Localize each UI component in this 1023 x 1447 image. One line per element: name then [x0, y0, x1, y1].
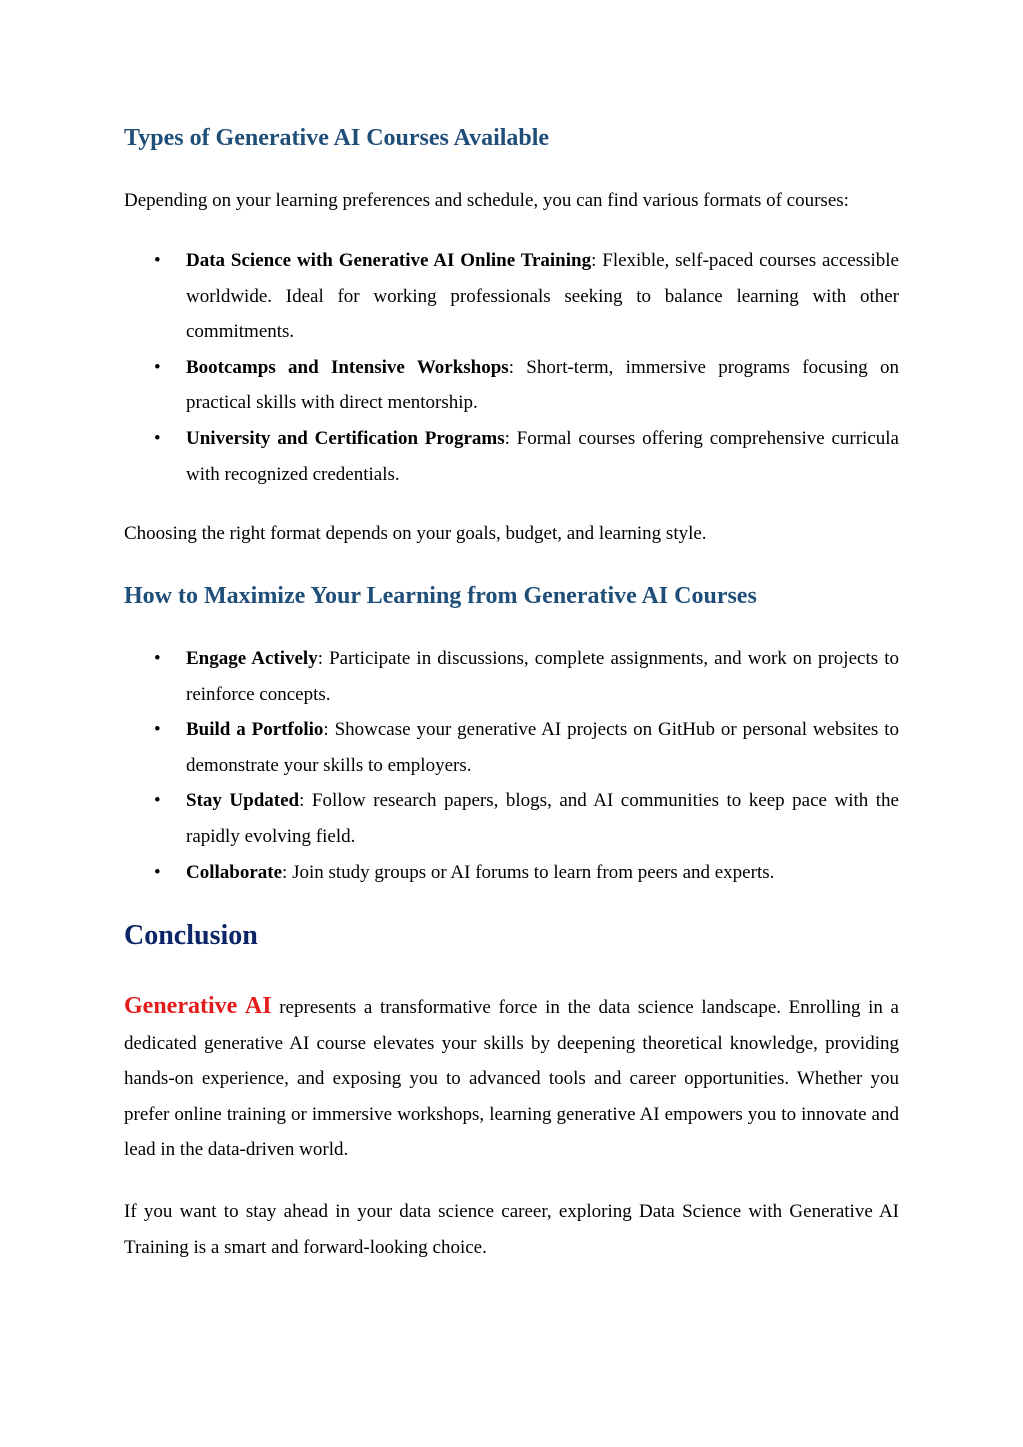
bullet-icon: • — [154, 250, 161, 271]
item-text: : Participate in discussions, complete assignments, and work on projects to reinforce concepts. — [186, 648, 899, 705]
item-term: Engage Actively — [186, 648, 318, 669]
item-term: University and Certification Programs — [186, 427, 505, 449]
item-text: : Formal courses offering comprehensive curricula with recognized credentials. — [186, 427, 899, 485]
conclusion-text: represents a transformative force in the data science landscape. Enrolling in a dedicated generative AI course elevates your skills by deepening theoretical knowledge, providing hands-on experience, and exposing you to advanced tools and career opportunities. Whether you prefer online training or immersive workshops, learning generative AI empowers you to innovate and lead in the data-driven world. — [124, 997, 899, 1161]
section-heading-maximize-learning: How to Maximize Your Learning from Generative AI Courses — [124, 583, 757, 609]
list-item — [124, 350, 899, 421]
bullet-icon: • — [154, 356, 161, 378]
learning-tips-list — [124, 641, 899, 890]
bullet-icon: • — [154, 427, 161, 449]
item-term: Stay Updated — [186, 790, 300, 812]
paragraph-intro: Depending on your learning preferences and schedule, you can find various formats of courses: — [124, 190, 849, 211]
list-item — [124, 855, 899, 891]
item-term: Build a Portfolio — [186, 719, 324, 741]
bullet-icon: • — [154, 719, 161, 741]
section-heading-course-types: Types of Generative AI Courses Available — [124, 125, 550, 151]
item-text: : Showcase your generative AI projects on GitHub or personal websites to demonstrate your skills to employers. — [186, 719, 899, 776]
list-item — [124, 641, 899, 712]
item-text: : Short-term, immersive programs focusing on practical skills with direct mentorship. — [186, 356, 900, 414]
item-term: Collaborate — [186, 861, 283, 883]
list-item — [124, 243, 899, 350]
item-term: Data Science with Generative AI Online Training — [186, 250, 592, 271]
item-term: Bootcamps and Intensive Workshops — [186, 356, 509, 378]
paragraph-format-choice: Choosing the right format depends on your goals, budget, and learning style. — [124, 523, 707, 544]
item-text: : Follow research papers, blogs, and AI communities to keep pace with the rapidly evolving field. — [186, 790, 899, 847]
course-types-list — [124, 243, 899, 492]
highlight-generative-ai: Generative AI — [124, 993, 272, 1019]
item-text: : Join study groups or AI forums to learn from peers and experts. — [282, 861, 775, 883]
conclusion-paragraph — [124, 989, 899, 1168]
bullet-icon: • — [154, 648, 161, 669]
conclusion-heading: Conclusion — [124, 920, 258, 951]
bullet-icon: • — [154, 861, 161, 883]
list-item — [124, 783, 899, 854]
list-item — [124, 421, 899, 492]
bullet-icon: • — [154, 790, 161, 812]
item-text: : Flexible, self-paced courses accessible worldwide. Ideal for working professionals seeking to balance learning with other commitments. — [186, 250, 899, 343]
closing-paragraph: If you want to stay ahead in your data science career, exploring Data Science with Generative AI Training is a smart and forward-looking choice. — [124, 1201, 899, 1258]
list-item — [124, 712, 899, 783]
